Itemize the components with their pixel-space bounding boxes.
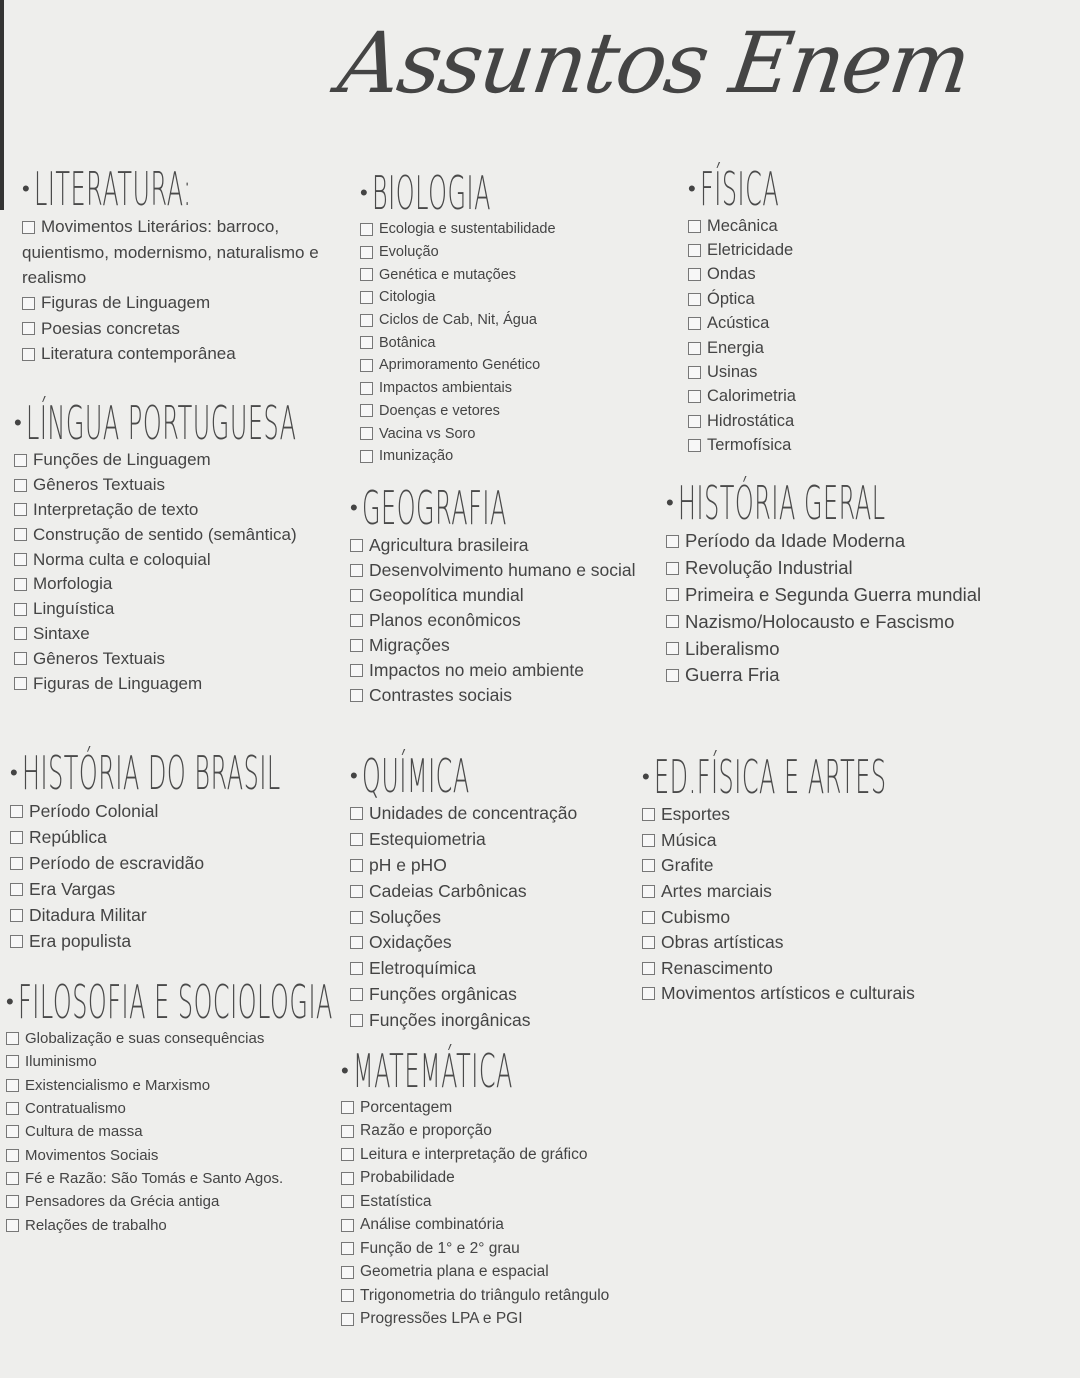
topic-item xyxy=(341,1237,660,1261)
topic-item xyxy=(666,528,1077,555)
section-title: HISTÓRIA GERAL xyxy=(677,476,886,530)
section-title: QUÍMICA xyxy=(361,749,470,803)
section-fisica xyxy=(688,164,852,458)
topic-label: Era Vargas xyxy=(29,878,116,899)
page-title: Assuntos Enem xyxy=(333,14,975,112)
checkbox[interactable] xyxy=(642,987,655,1000)
topic-item xyxy=(666,555,1077,582)
topic-label: Movimentos artísticos e culturais xyxy=(661,983,915,1004)
checkbox[interactable] xyxy=(688,415,701,428)
topic-label: Contrastes sociais xyxy=(369,685,512,705)
topic-item xyxy=(688,385,852,409)
topic-item xyxy=(350,558,640,583)
topic-item xyxy=(666,582,1077,609)
topic-label: Soluções xyxy=(369,906,441,927)
topic-item xyxy=(642,981,1080,1007)
checkbox[interactable] xyxy=(6,1149,19,1162)
topic-label: Guerra Fria xyxy=(685,664,780,686)
topic-label: Período Colonial xyxy=(29,800,159,821)
checkbox[interactable] xyxy=(350,564,363,577)
topic-label: Construção de sentido (semântica) xyxy=(33,524,297,544)
checkbox[interactable] xyxy=(22,322,35,335)
topic-label: Doenças e vetores xyxy=(379,402,500,419)
topic-item xyxy=(22,291,342,317)
topic-item xyxy=(341,1190,660,1214)
topic-item xyxy=(350,608,640,633)
section-heading xyxy=(350,751,577,801)
topic-label: Funções orgânicas xyxy=(369,983,517,1004)
topic-item xyxy=(350,633,640,658)
topic-label: Citologia xyxy=(379,289,436,306)
topic-item xyxy=(350,658,640,683)
topic-item xyxy=(688,312,852,336)
topic-item xyxy=(688,336,852,360)
topic-list xyxy=(688,214,852,458)
checkbox[interactable] xyxy=(6,1102,19,1115)
checkbox[interactable] xyxy=(666,535,679,548)
section-heading xyxy=(350,483,640,533)
topic-label: Poesias concretas xyxy=(41,318,180,338)
section-heading xyxy=(666,478,1077,528)
topic-label: Impactos no meio ambiente xyxy=(369,660,584,680)
topic-item xyxy=(360,354,600,377)
topic-label: Genética e mutações xyxy=(379,266,517,283)
topic-item xyxy=(688,238,852,262)
topic-item xyxy=(642,828,1080,854)
checkbox[interactable] xyxy=(688,439,701,452)
topic-item xyxy=(341,1284,660,1308)
checkbox[interactable] xyxy=(341,1148,354,1161)
bullet-icon: • xyxy=(10,760,18,785)
checkbox[interactable] xyxy=(360,246,373,259)
checkbox[interactable] xyxy=(341,1195,354,1208)
topic-item xyxy=(360,309,600,332)
section-title: FÍSICA xyxy=(699,162,779,216)
topic-label: pH e pHO xyxy=(369,854,447,875)
section-title: FILOSOFIA E SOCIOLOGIA xyxy=(17,975,333,1029)
checkbox[interactable] xyxy=(14,553,27,566)
topic-label: Ditadura Militar xyxy=(29,904,147,925)
checkbox[interactable] xyxy=(14,503,27,516)
topic-label: Geopolítica mundial xyxy=(369,585,524,605)
section-title: ED.FÍSICA E ARTES xyxy=(653,750,887,804)
topic-label: Funções de Linguagem xyxy=(33,450,211,470)
topic-label: Renascimento xyxy=(661,957,773,978)
topic-label: Obras artísticas xyxy=(661,932,784,953)
checkbox[interactable] xyxy=(350,614,363,627)
topic-label: Interpretação de texto xyxy=(33,499,199,519)
topic-item xyxy=(360,263,600,286)
section-heading xyxy=(360,168,600,218)
bullet-icon: • xyxy=(350,763,358,788)
topic-label: Período de escravidão xyxy=(29,852,205,873)
topic-label: Óptica xyxy=(707,289,755,308)
checkbox[interactable] xyxy=(10,935,23,948)
topic-label: Ecologia e sustentabilidade xyxy=(379,221,556,238)
topic-item xyxy=(688,409,852,433)
topic-label: Figuras de Linguagem xyxy=(33,673,203,693)
topic-label: Evolução xyxy=(379,244,439,261)
checkbox[interactable] xyxy=(350,639,363,652)
topic-label: Fé e Razão: São Tomás e Santo Agos. xyxy=(25,1169,284,1187)
topic-item xyxy=(642,930,1080,956)
topic-label: Porcentagem xyxy=(360,1098,453,1116)
topic-item xyxy=(642,853,1080,879)
section-artes xyxy=(642,752,1080,1007)
topic-item xyxy=(360,331,600,354)
topic-label: Era populista xyxy=(29,930,132,951)
topic-label: Existencialismo e Marxismo xyxy=(25,1076,211,1094)
topic-label: Função de 1° e 2° grau xyxy=(360,1239,520,1257)
section-geografia xyxy=(350,483,640,708)
topic-label: Música xyxy=(661,829,717,850)
topic-item xyxy=(642,879,1080,905)
topic-label: República xyxy=(29,826,107,847)
topic-item xyxy=(350,930,577,956)
topic-label: Globalização e suas consequências xyxy=(25,1030,265,1048)
bullet-icon: • xyxy=(6,989,14,1014)
checkbox[interactable] xyxy=(341,1266,354,1279)
checkbox[interactable] xyxy=(666,642,679,655)
topic-item xyxy=(360,286,600,309)
topic-item xyxy=(350,801,577,827)
topic-item xyxy=(688,287,852,311)
checkbox[interactable] xyxy=(341,1125,354,1138)
bullet-icon: • xyxy=(341,1058,349,1083)
checkbox[interactable] xyxy=(341,1219,354,1232)
topic-item xyxy=(350,827,577,853)
checkbox[interactable] xyxy=(350,962,363,975)
checkbox[interactable] xyxy=(360,359,373,372)
checkbox[interactable] xyxy=(360,314,373,327)
topic-label: Energia xyxy=(707,338,764,357)
topic-label: Estatística xyxy=(360,1192,432,1210)
checkbox[interactable] xyxy=(14,454,27,467)
checkbox[interactable] xyxy=(350,936,363,949)
checkbox[interactable] xyxy=(360,291,373,304)
section-title: BIOLOGIA xyxy=(371,166,491,220)
checkbox[interactable] xyxy=(666,562,679,575)
checkbox[interactable] xyxy=(14,479,27,492)
checkbox[interactable] xyxy=(642,911,655,924)
topic-label: Ciclos de Cab, Nit, Água xyxy=(379,312,537,329)
topic-item xyxy=(350,853,577,879)
topic-list xyxy=(666,528,1077,689)
topic-label: Ondas xyxy=(707,265,756,284)
section-heading xyxy=(341,1046,660,1096)
bullet-icon: • xyxy=(688,176,696,201)
checkbox[interactable] xyxy=(10,857,23,870)
topic-item xyxy=(341,1096,660,1120)
topic-item xyxy=(350,683,640,708)
section-literatura xyxy=(22,164,342,367)
checkbox[interactable] xyxy=(6,1079,19,1092)
topic-label: Impactos ambientais xyxy=(379,380,512,397)
topic-label: Figuras de Linguagem xyxy=(41,293,211,313)
checkbox[interactable] xyxy=(642,936,655,949)
topic-label: Oxidações xyxy=(369,932,452,953)
topic-label: Movimentos Sociais xyxy=(25,1146,159,1164)
checkbox[interactable] xyxy=(14,528,27,541)
checkbox[interactable] xyxy=(350,589,363,602)
topic-label: Estequiometria xyxy=(369,829,486,850)
checkbox[interactable] xyxy=(341,1172,354,1185)
topic-label: Progressões LPA e PGI xyxy=(360,1310,523,1328)
section-heading xyxy=(22,164,342,214)
checkbox[interactable] xyxy=(350,807,363,820)
topic-list xyxy=(642,802,1080,1007)
topic-label: Trigonometria do triângulo retângulo xyxy=(360,1286,610,1304)
topic-item xyxy=(666,608,1077,635)
checkbox[interactable] xyxy=(6,1195,19,1208)
checkbox[interactable] xyxy=(14,603,27,616)
topic-item xyxy=(341,1308,660,1332)
topic-label: Desenvolvimento humano e social xyxy=(369,560,636,580)
topic-label: Literatura contemporânea xyxy=(41,344,236,364)
topic-label: Esportes xyxy=(661,804,731,825)
bullet-icon: • xyxy=(642,764,650,789)
checkbox[interactable] xyxy=(6,1032,19,1045)
checkbox[interactable] xyxy=(688,390,701,403)
section-title: MATEMÁTICA xyxy=(352,1044,513,1098)
checkbox[interactable] xyxy=(642,859,655,872)
checkbox[interactable] xyxy=(688,366,701,379)
topic-label: Revolução Industrial xyxy=(685,557,853,579)
topic-item xyxy=(666,635,1077,662)
topic-label: Hidrostática xyxy=(707,411,795,430)
topic-label: Movimentos Literários: barroco, quientismo, modernismo, naturalismo e realismo xyxy=(22,217,319,287)
topic-label: Cubismo xyxy=(661,906,731,927)
bullet-icon: • xyxy=(22,176,30,201)
topic-item xyxy=(688,263,852,287)
checkbox[interactable] xyxy=(350,664,363,677)
topic-label: Usinas xyxy=(707,363,758,382)
topic-item xyxy=(350,583,640,608)
topic-label: Planos econômicos xyxy=(369,610,521,630)
topic-item xyxy=(22,316,342,342)
checkbox[interactable] xyxy=(6,1219,19,1232)
checkbox[interactable] xyxy=(22,221,35,234)
checkbox[interactable] xyxy=(341,1313,354,1326)
topic-label: Gêneros Textuais xyxy=(33,475,165,495)
topic-item xyxy=(341,1167,660,1191)
checkbox[interactable] xyxy=(10,883,23,896)
checkbox[interactable] xyxy=(688,342,701,355)
topic-label: Sintaxe xyxy=(33,623,90,643)
checkbox[interactable] xyxy=(642,962,655,975)
checkbox[interactable] xyxy=(350,859,363,872)
checkbox[interactable] xyxy=(688,268,701,281)
checkbox[interactable] xyxy=(360,223,373,236)
checkbox[interactable] xyxy=(6,1055,19,1068)
topic-label: Mecânica xyxy=(707,216,778,235)
topic-label: Leitura e interpretação de gráfico xyxy=(360,1145,588,1163)
topic-item xyxy=(341,1120,660,1144)
topic-item xyxy=(360,218,600,241)
topic-item xyxy=(688,434,852,458)
topic-label: Probabilidade xyxy=(360,1169,455,1187)
topic-label: Nazismo/Holocausto e Fascismo xyxy=(685,610,955,632)
topic-list xyxy=(22,214,342,367)
topic-item xyxy=(642,904,1080,930)
topic-label: Acústica xyxy=(707,314,770,333)
topic-item xyxy=(341,1214,660,1238)
checkbox[interactable] xyxy=(22,297,35,310)
topic-label: Iluminismo xyxy=(25,1053,97,1071)
bullet-icon: • xyxy=(350,495,358,520)
checkbox[interactable] xyxy=(341,1289,354,1302)
topic-item xyxy=(350,904,577,930)
topic-item xyxy=(360,377,600,400)
checkbox[interactable] xyxy=(666,615,679,628)
bullet-icon: • xyxy=(14,410,22,435)
section-heading xyxy=(688,164,852,214)
topic-label: Migrações xyxy=(369,635,450,655)
topic-label: Relações de trabalho xyxy=(25,1216,167,1234)
topic-label: Artes marciais xyxy=(661,881,772,902)
section-title: LÍNGUA PORTUGUESA xyxy=(25,396,297,450)
topic-item xyxy=(642,802,1080,828)
topic-label: Período da Idade Moderna xyxy=(685,530,906,552)
checkbox[interactable] xyxy=(10,805,23,818)
bullet-icon: • xyxy=(360,180,368,205)
checkbox[interactable] xyxy=(360,336,373,349)
section-heading xyxy=(642,752,1080,802)
topic-label: Gêneros Textuais xyxy=(33,648,165,668)
topic-label: Liberalismo xyxy=(685,637,780,659)
checkbox[interactable] xyxy=(688,317,701,330)
topic-item xyxy=(642,956,1080,982)
topic-label: Funções inorgânicas xyxy=(369,1009,531,1030)
checkbox[interactable] xyxy=(688,244,701,257)
section-heading xyxy=(6,977,623,1027)
checkbox[interactable] xyxy=(350,911,363,924)
checkbox[interactable] xyxy=(688,293,701,306)
topic-label: Morfologia xyxy=(33,574,113,594)
topic-label: Eletroquímica xyxy=(369,958,476,979)
topic-label: Cultura de massa xyxy=(25,1123,143,1141)
checkbox[interactable] xyxy=(350,833,363,846)
topic-label: Linguística xyxy=(33,599,115,619)
topic-item xyxy=(22,342,342,368)
section-matematica xyxy=(341,1046,660,1331)
topic-label: Cadeias Carbônicas xyxy=(369,880,527,901)
topic-list xyxy=(350,533,640,708)
topic-label: Análise combinatória xyxy=(360,1216,504,1234)
checkbox[interactable] xyxy=(688,220,701,233)
checkbox[interactable] xyxy=(14,578,27,591)
section-title: GEOGRAFIA xyxy=(361,481,507,535)
page-edge xyxy=(0,0,4,210)
checkbox[interactable] xyxy=(350,539,363,552)
topic-label: Unidades de concentração xyxy=(369,803,578,824)
checkbox[interactable] xyxy=(6,1125,19,1138)
topic-item xyxy=(688,360,852,384)
checkbox[interactable] xyxy=(22,348,35,361)
section-historia-geral xyxy=(666,478,1077,689)
topic-item xyxy=(341,1143,660,1167)
topic-item xyxy=(666,662,1077,689)
checkbox[interactable] xyxy=(642,834,655,847)
topic-label: Calorimetria xyxy=(707,387,796,406)
section-title: HISTÓRIA DO BRASIL xyxy=(21,746,281,800)
topic-label: Pensadores da Grécia antiga xyxy=(25,1193,220,1211)
bullet-icon: • xyxy=(666,490,674,515)
checkbox[interactable] xyxy=(360,382,373,395)
section-heading xyxy=(14,398,546,448)
topic-label: Eletricidade xyxy=(707,241,794,260)
topic-label: Botânica xyxy=(379,334,436,351)
checkbox[interactable] xyxy=(642,885,655,898)
checkbox[interactable] xyxy=(341,1242,354,1255)
checkbox[interactable] xyxy=(341,1101,354,1114)
checkbox[interactable] xyxy=(10,909,23,922)
checkbox[interactable] xyxy=(642,808,655,821)
checkbox[interactable] xyxy=(14,627,27,640)
topic-label: Norma culta e coloquial xyxy=(33,549,211,569)
topic-label: Imunização xyxy=(379,448,454,465)
checkbox[interactable] xyxy=(14,677,27,690)
topic-label: Grafite xyxy=(661,855,714,876)
checkbox[interactable] xyxy=(6,1172,19,1185)
topic-item xyxy=(22,214,342,291)
checkbox[interactable] xyxy=(360,268,373,281)
topic-item xyxy=(360,241,600,264)
checkbox[interactable] xyxy=(10,831,23,844)
checkbox[interactable] xyxy=(666,588,679,601)
topic-label: Termofísica xyxy=(707,436,792,455)
section-title: LITERATURA: xyxy=(33,162,192,216)
topic-label: Razão e proporção xyxy=(360,1122,492,1140)
topic-label: Aprimoramento Genético xyxy=(379,357,541,374)
topic-label: Agricultura brasileira xyxy=(369,535,529,555)
topic-label: Primeira e Segunda Guerra mundial xyxy=(685,583,982,605)
checkbox[interactable] xyxy=(14,652,27,665)
topic-item xyxy=(688,214,852,238)
topic-list xyxy=(341,1096,660,1331)
topic-label: Geometria plana e espacial xyxy=(360,1263,549,1281)
checkbox[interactable] xyxy=(666,669,679,682)
checkbox[interactable] xyxy=(350,689,363,702)
topic-item xyxy=(350,878,577,904)
topic-label: Vacina vs Soro xyxy=(379,425,476,442)
topic-item xyxy=(341,1261,660,1285)
topic-item xyxy=(350,533,640,558)
checkbox[interactable] xyxy=(350,885,363,898)
topic-item xyxy=(14,448,546,473)
topic-label: Contratualismo xyxy=(25,1100,126,1118)
